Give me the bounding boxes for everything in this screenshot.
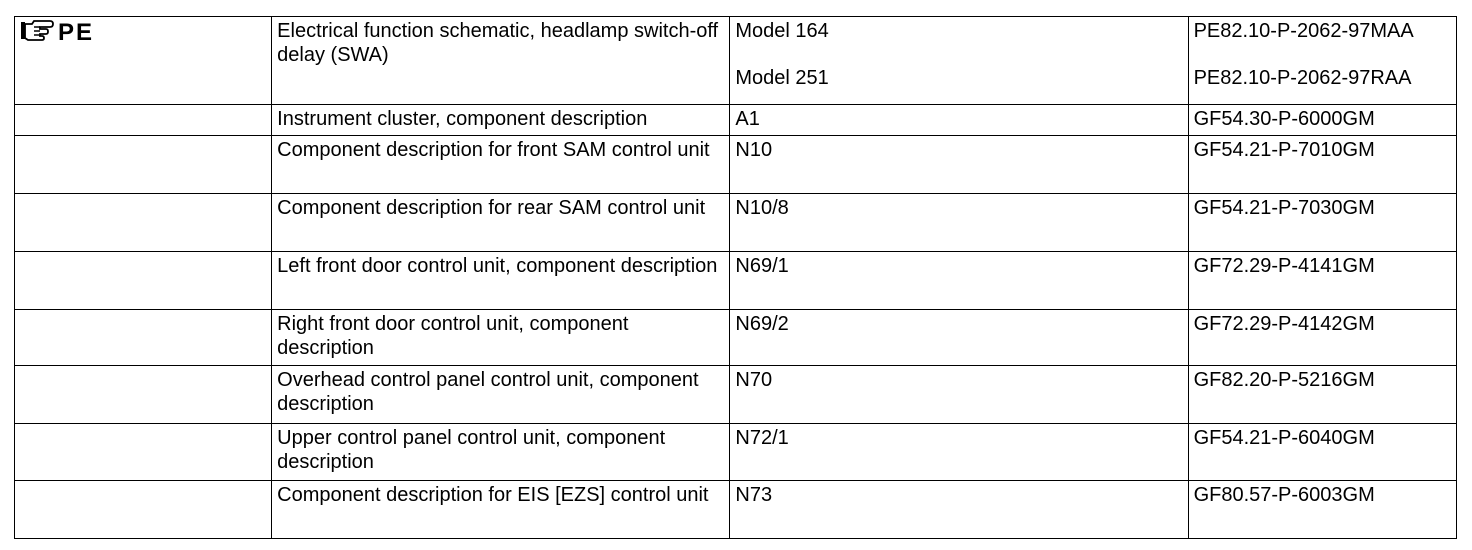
document-code-link[interactable]: GF54.21-P-7030GM (1188, 194, 1456, 252)
model-name: Model 164 (735, 20, 829, 42)
header-codes (1188, 17, 1456, 105)
row-component: N69/2 (730, 310, 1188, 366)
row-description: Instrument cluster, component description (272, 105, 730, 136)
document-code-link[interactable]: GF54.30-P-6000GM (1188, 105, 1456, 136)
empty-cell (15, 366, 272, 424)
pe-label: PE (58, 19, 95, 46)
row-description: Upper control panel control unit, component description (272, 424, 730, 481)
table-row (15, 310, 1457, 366)
empty-cell (15, 105, 272, 136)
row-component: N72/1 (730, 424, 1188, 481)
row-description: Overhead control panel control unit, component description (272, 366, 730, 424)
table-row (15, 424, 1457, 481)
row-description: Component description for rear SAM control unit (272, 194, 730, 252)
document-code-link[interactable]: GF54.21-P-6040GM (1188, 424, 1456, 481)
document-code-link[interactable]: GF72.29-P-4142GM (1188, 310, 1456, 366)
row-component: A1 (730, 105, 1188, 136)
empty-cell (15, 424, 272, 481)
empty-cell (15, 481, 272, 539)
document-code-link[interactable]: GF72.29-P-4141GM (1188, 252, 1456, 310)
empty-cell (15, 252, 272, 310)
document-code-link[interactable]: PE82.10-P-2062-97RAA (1193, 67, 1412, 89)
empty-cell (15, 310, 272, 366)
row-component: N10 (730, 136, 1188, 194)
row-component: N73 (730, 481, 1188, 539)
header-row (15, 17, 1457, 105)
model-name: Model 251 (735, 67, 829, 89)
table-row (15, 136, 1457, 194)
row-component: N69/1 (730, 252, 1188, 310)
document-code-link[interactable]: GF82.20-P-5216GM (1188, 366, 1456, 424)
pe-symbol-cell (15, 17, 272, 105)
empty-cell (15, 136, 272, 194)
row-component: N10/8 (730, 194, 1188, 252)
header-description: Electrical function schematic, headlamp switch-off delay (SWA) (272, 17, 730, 105)
row-description: Left front door control unit, component description (272, 252, 730, 310)
row-description: Component description for EIS [EZS] control unit (272, 481, 730, 539)
empty-cell (15, 194, 272, 252)
table-row (15, 366, 1457, 424)
row-component: N70 (730, 366, 1188, 424)
reference-table (14, 16, 1457, 539)
table-row (15, 252, 1457, 310)
row-description: Right front door control unit, component description (272, 310, 730, 366)
pointing-hand-icon (20, 19, 54, 47)
document-code-link[interactable]: PE82.10-P-2062-97MAA (1193, 20, 1414, 42)
table-row (15, 481, 1457, 539)
table-row (15, 194, 1457, 252)
document-code-link[interactable]: GF80.57-P-6003GM (1188, 481, 1456, 539)
document-code-link[interactable]: GF54.21-P-7010GM (1188, 136, 1456, 194)
row-description: Component description for front SAM control unit (272, 136, 730, 194)
table-row (15, 105, 1457, 136)
header-models (730, 17, 1188, 105)
